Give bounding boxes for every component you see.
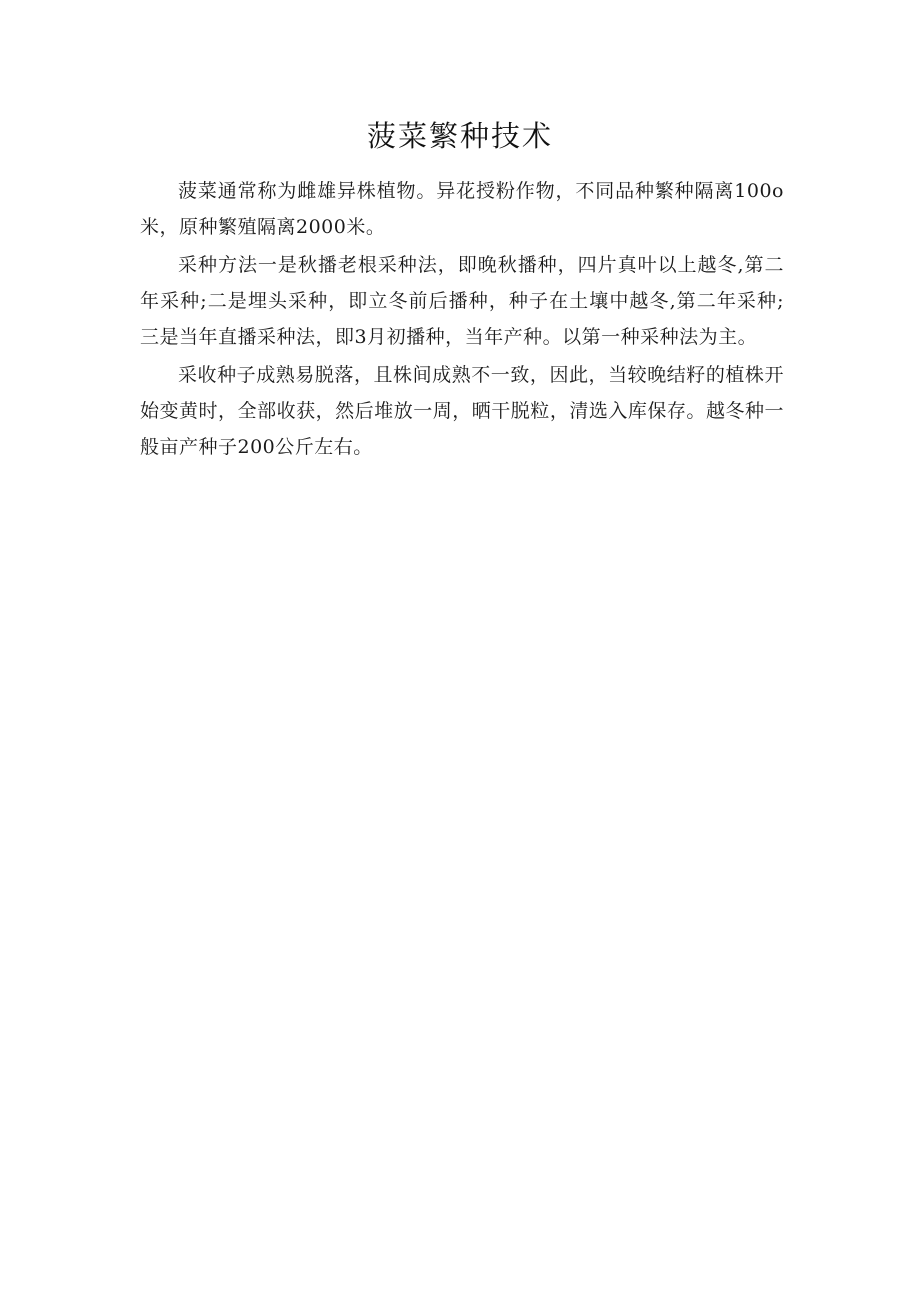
paragraph-isolation: 菠菜通常称为雌雄异株植物。异花授粉作物，不同品种繁种隔离100o米，原种繁殖隔离2000米。 [140, 180, 784, 238]
document-title: 菠菜繁种技术 [366, 119, 553, 153]
paragraph-seed-methods: 采种方法一是秋播老根采种法，即晚秋播种，四片真叶以上越冬,第二年采种;二是埋头采种，即立冬前后播种，种子在土壤中越冬,第二年采种;三是当年直播采种法，即3月初播种，当年产种。以第一种采种法为主。 [140, 254, 784, 348]
paragraph-harvest: 采收种子成熟易脱落，且株间成熟不一致，因此，当较晚结籽的植株开始变黄时，全部收获，然后堆放一周，晒干脱粒，清选入库保存。越冬种一般亩产种子200公斤左右。 [140, 364, 784, 458]
document-body [140, 173, 784, 465]
